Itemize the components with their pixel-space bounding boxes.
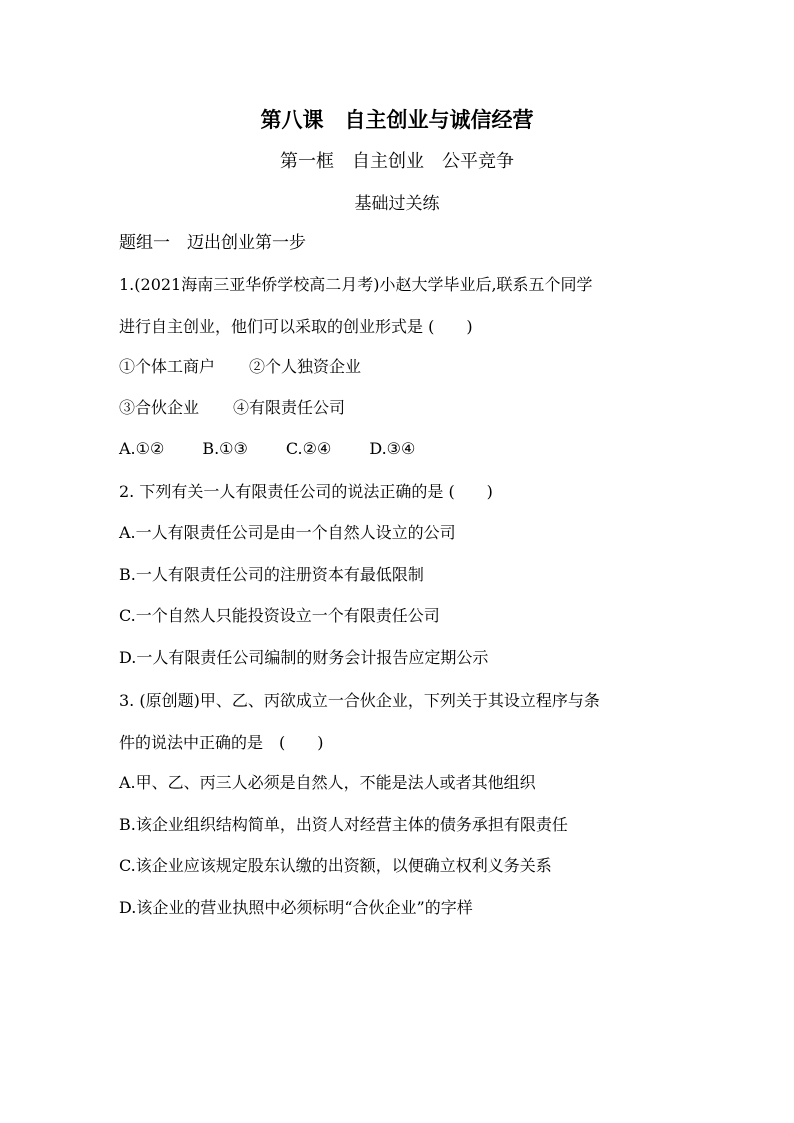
q1-choices: [119, 439, 415, 459]
q1-choice-b: B.①③: [202, 439, 248, 458]
q2-option-a: A.一人有限责任公司是由一个自然人设立的公司: [119, 523, 456, 542]
q2-option-b: B.一人有限责任公司的注册资本有最低限制: [119, 565, 424, 584]
q1-items-row1: [119, 357, 361, 377]
section-heading: 基础过关练: [354, 194, 440, 214]
q3-option-b: B.该企业组织结构简单，出资人对经营主体的债务承担有限责任: [119, 815, 568, 834]
q2-option-c: C.一个自然人只能投资设立一个有限责任公司: [119, 606, 440, 625]
q1-stem-line2: 进行自主创业，他们可以采取的创业形式是 ( ): [119, 317, 473, 336]
q1-choice-c: C.②④: [285, 439, 332, 458]
q1-item-1: ①个体工商户: [119, 357, 216, 376]
lesson-title: 第八课 自主创业与诚信经营: [260, 108, 534, 132]
q2-option-d: D.一人有限责任公司编制的财务会计报告应定期公示: [119, 648, 489, 667]
q3-option-c: C.该企业应该规定股东认缴的出资额，以便确立权利义务关系: [119, 856, 552, 875]
question-group-label: 题组一 迈出创业第一步: [119, 233, 306, 253]
q3-stem-line2: 件的说法中正确的是 ( ): [119, 733, 324, 752]
q1-items-row2: [119, 398, 345, 418]
q3-option-d: D.该企业的营业执照中必须标明“合伙企业”的字样: [119, 898, 473, 917]
frame-subtitle: 第一框 自主创业 公平竞争: [280, 151, 514, 172]
q2-stem: 2. 下列有关一人有限责任公司的说法正确的是 ( ): [119, 482, 493, 501]
q3-stem-line1: 3. (原创题)甲、乙、丙欲成立一合伙企业，下列关于其设立程序与条: [119, 691, 600, 710]
q3-option-a: A.甲、乙、丙三人必须是自然人，不能是法人或者其他组织: [119, 773, 536, 792]
q1-item-3: ③合伙企业: [119, 398, 200, 417]
q1-choice-d: D.③④: [369, 439, 416, 458]
q1-item-4: ④有限责任公司: [233, 398, 346, 417]
q1-stem-line1: 1.(2021海南三亚华侨学校高二月考)小赵大学毕业后,联系五个同学: [119, 275, 593, 294]
q1-choice-a: A.①②: [119, 439, 165, 458]
q1-item-2: ②个人独资企业: [249, 357, 362, 376]
